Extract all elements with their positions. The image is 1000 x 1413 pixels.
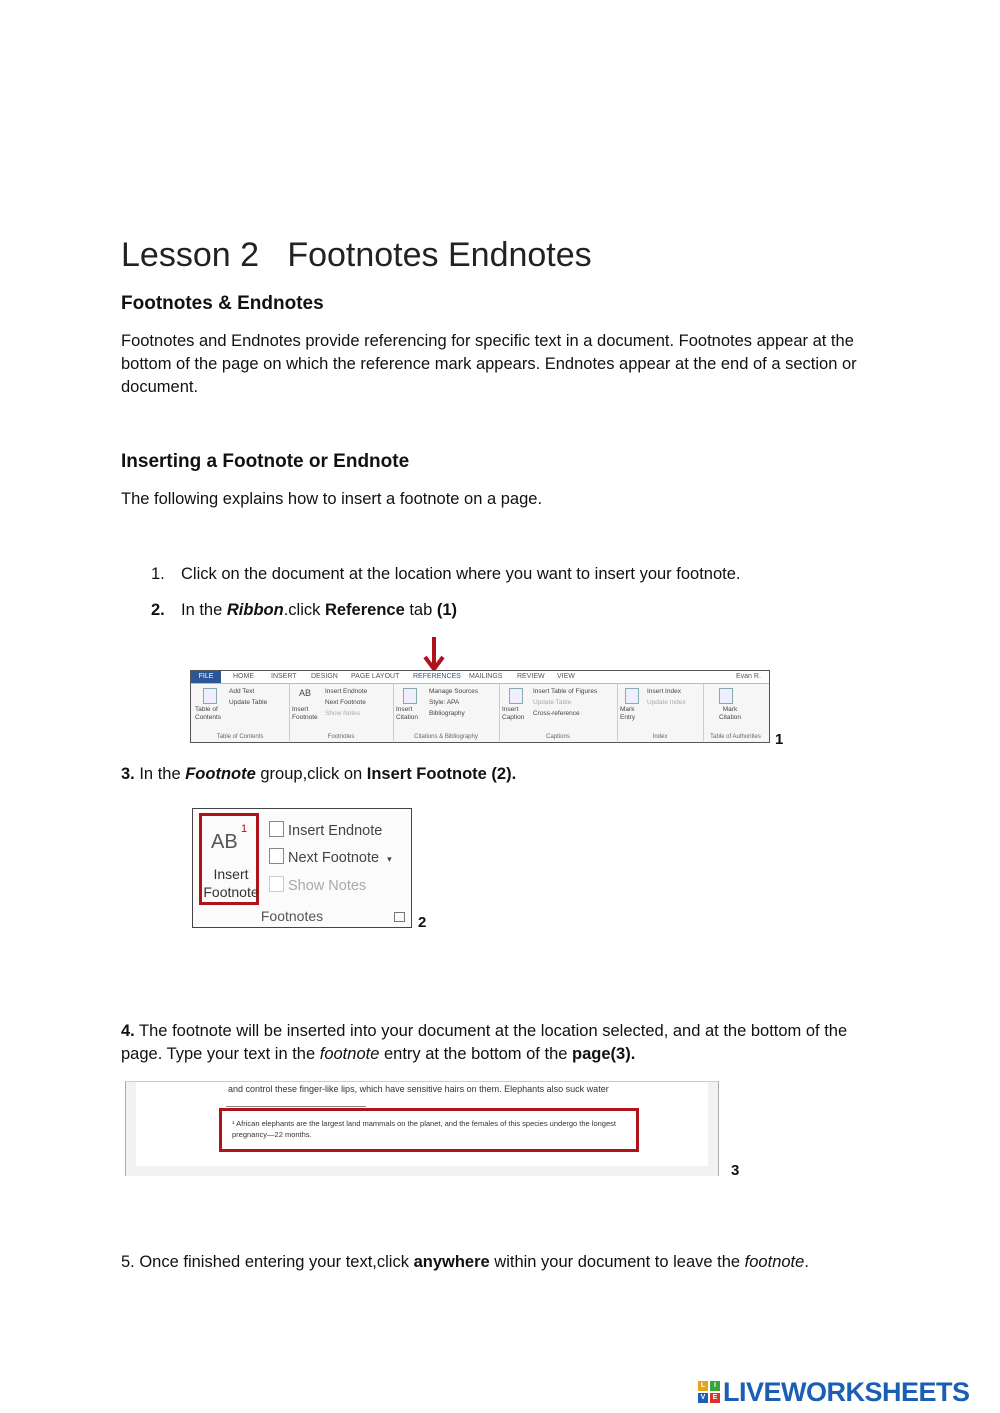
insert-endnote-icon <box>269 821 284 837</box>
step-2 <box>151 601 457 620</box>
ribbon-tab-design[interactable]: DESIGN <box>311 673 338 680</box>
step-3 <box>121 765 516 784</box>
step-4-page-3: page(3). <box>572 1045 636 1063</box>
next-footnote-button-small[interactable]: Next Footnote <box>325 699 366 706</box>
step-2-text-c: .click <box>283 601 325 619</box>
show-notes-label: Show Notes <box>288 878 367 894</box>
footnote-separator <box>226 1106 366 1107</box>
step-2-text-e: tab <box>404 601 437 619</box>
cross-reference-button[interactable]: Cross-reference <box>533 710 580 717</box>
toc-icon <box>203 688 217 704</box>
insert-endnote-button-small[interactable]: Insert Endnote <box>325 688 368 695</box>
footnotes-group-label-small: Footnotes <box>327 734 355 740</box>
section-intro: The following explains how to insert a footnote on a page. <box>121 490 543 508</box>
ribbon-group-captions <box>499 684 618 741</box>
step-2-text-a: In the <box>181 601 227 619</box>
next-footnote-label: Next Footnote <box>288 850 380 866</box>
page-title: Lesson 2 Footnotes Endnotes <box>121 236 592 274</box>
logo-block-e: E <box>710 1393 720 1403</box>
step-5 <box>121 1253 809 1272</box>
update-table-captions-button[interactable]: Update Table <box>533 699 572 706</box>
step-4-text-c: entry at the bottom of the <box>379 1045 573 1063</box>
ribbon-tab-mailings[interactable]: MAILINGS <box>469 673 503 680</box>
body-text-line: and control these finger-like lips, which have sensitive hairs on them. Elephants also suck water <box>228 1084 609 1094</box>
insert-footnote-label-2: Footnote <box>203 884 259 900</box>
intro-paragraph: Footnotes and Endnotes provide referencing for specific text in a document. Footnotes appear at the bottom of the page on which the reference mark appears. Endnotes appear at the end of a section or document. <box>121 332 857 396</box>
style-select[interactable]: Style: APA <box>429 699 460 706</box>
insert-endnote-button[interactable] <box>269 821 382 839</box>
show-notes-button-small[interactable]: Show Notes <box>325 710 361 717</box>
step-3-insert-footnote: Insert Footnote (2). <box>366 765 517 783</box>
toc-button[interactable]: Table of Contents <box>195 706 222 721</box>
logo-block-v: V <box>698 1393 708 1403</box>
step-4-text-a: The footnote will be inserted into your document at the location selected, and at the bottom of the page. Type your text in the <box>121 1022 848 1063</box>
toc-group-label: Table of Contents <box>216 734 264 740</box>
step-4-footnote: footnote <box>319 1045 380 1063</box>
step-3-text-a: In the <box>134 765 186 783</box>
step-5-text-e: . <box>804 1253 809 1271</box>
logo-blocks-icon <box>698 1381 720 1403</box>
step-2-reference: Reference <box>324 601 405 619</box>
step-1-number: 1. <box>151 565 165 583</box>
ribbon-tab-review[interactable]: REVIEW <box>517 673 545 680</box>
step-5-footnote: footnote <box>744 1253 805 1271</box>
document-page[interactable] <box>136 1082 708 1166</box>
ribbon-tab-references[interactable]: REFERENCES <box>413 673 461 680</box>
step-5-text-a: 5. Once finished entering your text,click <box>121 1253 414 1271</box>
insert-table-of-figures-button[interactable]: Insert Table of Figures <box>533 688 598 695</box>
show-notes-icon <box>269 876 284 892</box>
figure-label-2: 2 <box>418 914 427 931</box>
footnote-area-screenshot <box>125 1081 719 1176</box>
ribbon-group-footnotes <box>289 684 394 741</box>
step-2-number: 2. <box>151 601 165 619</box>
step-3-text-c: group,click on <box>255 765 367 783</box>
step-5-anywhere: anywhere <box>413 1253 490 1271</box>
ribbon-tabs <box>191 671 769 684</box>
caption-icon <box>509 688 523 704</box>
update-index-button[interactable]: Update Index <box>647 699 686 706</box>
ribbon-tab-home[interactable]: HOME <box>233 673 254 680</box>
insert-endnote-label: Insert Endnote <box>288 823 383 839</box>
next-footnote-icon <box>269 848 284 864</box>
index-group-label: Index <box>652 734 668 740</box>
red-arrow-icon <box>423 637 445 673</box>
ribbon-group-index <box>617 684 704 741</box>
section-heading-inserting: Inserting a Footnote or Endnote <box>121 451 410 472</box>
step-3-footnote: Footnote <box>185 765 256 783</box>
step-1-text: Click on the document at the location where you want to insert your footnote. <box>181 565 741 583</box>
figure-label-1: 1 <box>775 731 784 748</box>
ribbon-tab-file[interactable]: FILE <box>191 671 221 683</box>
footnote-highlight <box>219 1108 639 1152</box>
logo-block-i: I <box>710 1381 720 1391</box>
step-2-ribbon: Ribbon <box>226 601 284 619</box>
insert-footnote-label-1: Insert <box>213 866 249 882</box>
footnote-entry[interactable]: ¹ African elephants are the largest land mammals on the planet, and the females of this species undergo the longest pregnancy—22 months. <box>232 1119 616 1139</box>
mark-entry-icon <box>625 688 639 704</box>
step-5-text-c: within your document to leave the <box>489 1253 745 1271</box>
mark-entry-button[interactable]: Mark Entry <box>620 706 636 721</box>
footnotes-group-screenshot <box>192 808 412 928</box>
citations-group-label: Citations & Bibliography <box>414 734 478 740</box>
ribbon-group-citations <box>393 684 500 741</box>
step-1 <box>151 565 741 584</box>
logo-block-l: L <box>698 1381 708 1391</box>
figure-label-3: 3 <box>731 1162 740 1179</box>
section-heading-footnotes-endnotes: Footnotes & Endnotes <box>121 293 324 314</box>
insert-footnote-button[interactable] <box>202 865 260 901</box>
insert-footnote-button-small[interactable]: Insert Footnote <box>292 706 318 721</box>
footnotes-group-label: Footnotes <box>260 908 324 924</box>
step-3-number: 3. <box>121 765 135 783</box>
ribbon-group-toc <box>191 684 290 741</box>
manage-sources-button[interactable]: Manage Sources <box>429 688 479 695</box>
liveworksheets-logo <box>698 1377 970 1407</box>
step-2-ref-1: (1) <box>436 601 458 619</box>
show-notes-button[interactable] <box>269 876 366 894</box>
update-table-button[interactable]: Update Table <box>229 699 268 706</box>
add-text-button[interactable]: Add Text <box>229 688 255 695</box>
chevron-down-icon[interactable]: ▾ <box>387 854 392 864</box>
ab-footnote-icon: AB <box>211 831 238 853</box>
citation-icon <box>403 688 417 704</box>
ribbon-tab-view[interactable]: VIEW <box>557 673 575 680</box>
ribbon-group-authorities <box>703 684 768 741</box>
insert-caption-button[interactable]: Insert Caption <box>502 706 525 721</box>
insert-index-button[interactable]: Insert Index <box>647 688 681 695</box>
bibliography-button[interactable]: Bibliography <box>429 710 465 717</box>
mark-citation-icon <box>719 688 733 704</box>
step-4-number: 4. <box>121 1022 135 1040</box>
logo-word: LIVEWORKSHEETS <box>723 1376 970 1407</box>
captions-group-label: Captions <box>546 734 570 740</box>
step-4 <box>121 1020 891 1066</box>
ribbon-tab-page-layout[interactable]: PAGE LAYOUT <box>351 673 400 680</box>
footnote-superscript: 1 <box>241 823 248 835</box>
authorities-group-label: Table of Authorities <box>710 734 761 740</box>
ribbon-screenshot <box>190 670 770 743</box>
ribbon-tab-insert[interactable]: INSERT <box>271 673 297 680</box>
ribbon-user: Evan R. <box>736 673 761 680</box>
next-footnote-button[interactable] <box>269 848 392 866</box>
mark-citation-button[interactable]: Mark Citation <box>718 706 742 721</box>
insert-citation-button[interactable]: Insert Citation <box>396 706 419 721</box>
ab-icon: AB <box>299 688 312 698</box>
dialog-launcher-icon[interactable] <box>394 912 405 922</box>
